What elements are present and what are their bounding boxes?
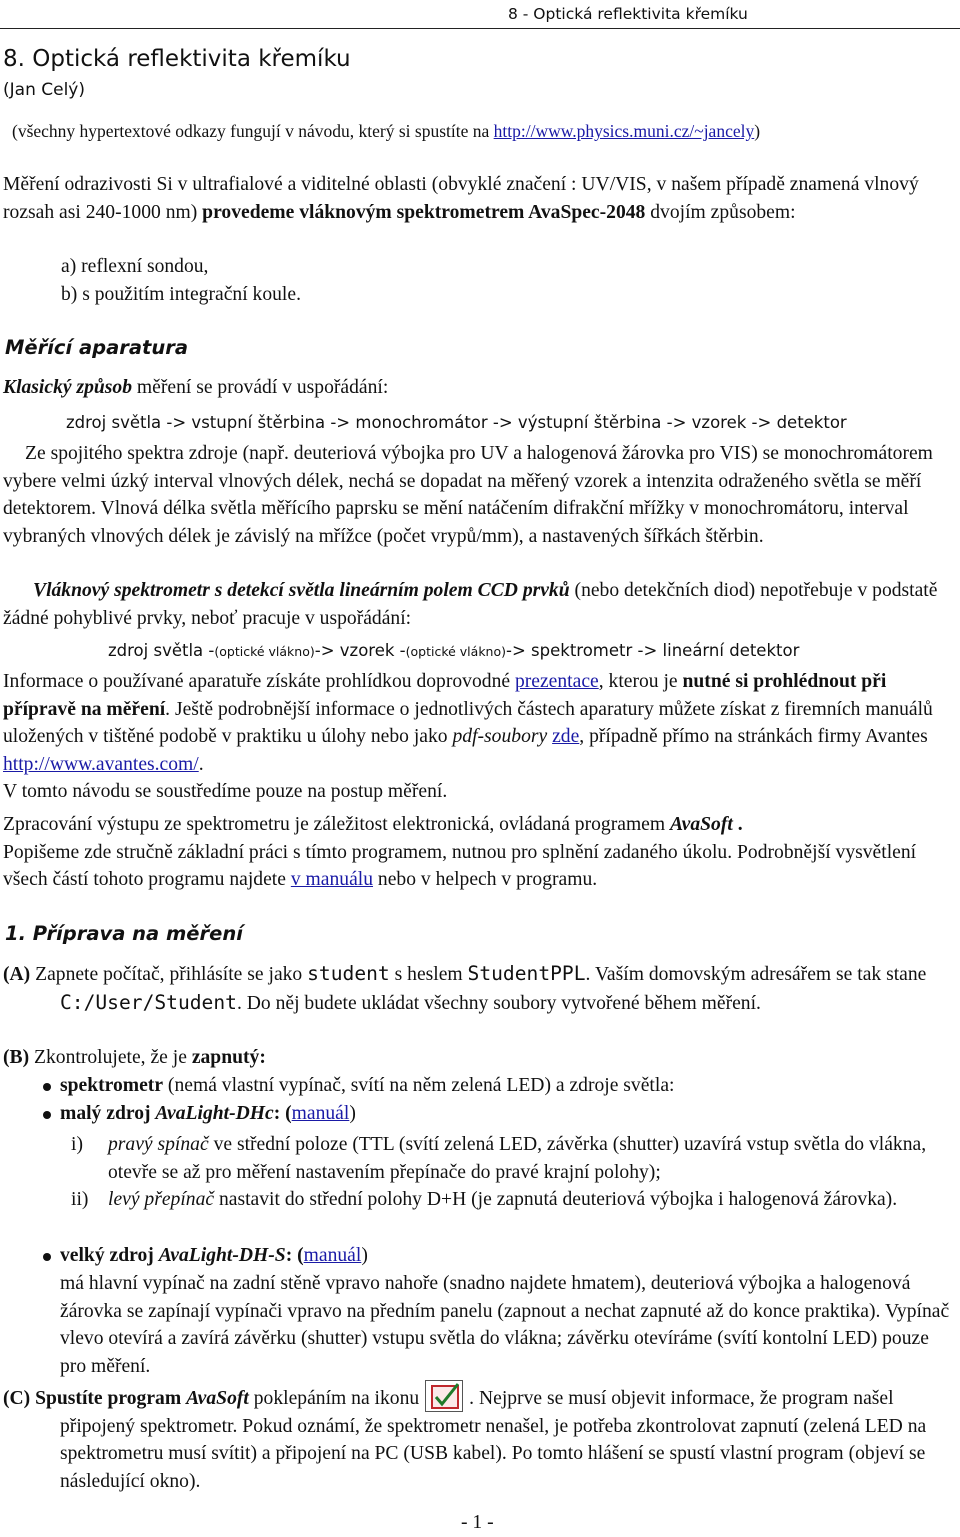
step-b-bold: zapnutý:	[191, 1047, 266, 1068]
password: StudentPPL	[467, 962, 586, 985]
step-b-label: (B)	[3, 1047, 30, 1068]
list-item-b: b) s použitím integrační koule.	[61, 284, 301, 305]
step-a	[3, 960, 955, 1017]
large-source-colon: : (	[285, 1245, 304, 1266]
flow2-small-2: (optické vlákno)	[405, 644, 507, 659]
step-c-label: (C) Spustíte program	[3, 1388, 187, 1409]
focus-line: V tomto návodu se soustředíme pouze na postup měření.	[3, 781, 448, 802]
large-source-model: AvaLight-DH-S	[158, 1245, 286, 1266]
hyperlink-note-text: (všechny hypertextové odkazy fungují v návodu, který si spustíte na	[12, 121, 494, 141]
left-switch-text: nastavit do střední polohy D+H (je zapnutá deuteriová výbojka i halogenová žárovka).	[214, 1189, 898, 1210]
step-b	[3, 1044, 266, 1072]
classic-method-text: měření se provádí v uspořádání:	[132, 377, 389, 398]
info-text-c: . Ještě podrobnější informace o jednotlivých částech aparatury můžete získat z firemních manuálů uložených v tištěné podobě v praktiku u úlohy nebo jako	[3, 698, 933, 747]
info-text-a: Informace o používané aparatuře získáte prohlídkou doprovodné	[3, 671, 515, 692]
intro-paragraph	[3, 171, 955, 226]
avantes-link[interactable]: http://www.avantes.com/	[3, 753, 199, 775]
step-c-text-b: . Nejprve se musí objevit informace, že program našel připojený spektrometr. Pokud oznámí, že spektrometr nenašel, je potřeba zkontrolovat zapnutí (zelená LED na spektrometru musí svítit) a připojení na PC (USB kabel). Po tomto hlášení se spustí vlastní program (objeví se následující okno).	[60, 1388, 927, 1492]
left-switch-term: levý přepínač	[108, 1189, 215, 1210]
avasoft-dot: .	[732, 814, 743, 835]
intro-text-end: dvojím způsobem:	[645, 201, 796, 223]
step-c-text-a: poklepáním na ikonu	[248, 1388, 420, 1409]
step-b-text: Zkontrolujete, že je	[29, 1047, 192, 1068]
sub-i-text	[108, 1131, 953, 1186]
step-c-program: AvaSoft	[186, 1388, 249, 1409]
step-a-label: (A)	[3, 964, 31, 985]
flow2-part-b: -> vzorek -	[314, 641, 406, 660]
bullet-icon	[43, 1111, 51, 1119]
manual-link[interactable]: v manuálu	[290, 869, 374, 890]
step-a-text-b: s heslem	[389, 964, 468, 985]
step-a-text-c: . Vaším domovským adresářem se tak stane	[585, 964, 927, 985]
hyperlink-note	[12, 118, 760, 146]
avasoft-program-icon[interactable]	[425, 1380, 463, 1412]
prezentace-link[interactable]: prezentace	[514, 671, 599, 692]
sub-ii-label: ii)	[71, 1189, 89, 1210]
large-source-close: )	[361, 1245, 368, 1266]
spectrometer-text: (nemá vlastní vypínač, svítí na něm zelená LED) a zdroje světla:	[163, 1075, 675, 1096]
fiber-paragraph	[3, 577, 955, 632]
avasoft-term: AvaSoft	[670, 814, 733, 835]
home-directory: C:/User/Student	[60, 990, 237, 1014]
avasoft-text-c: Popišeme zde stručně základní práci s tímto programem, nutnou pro splnění zadaného úkolu. Podrobnější vysvětlení všech částí tohoto programu najdete	[3, 841, 917, 890]
large-source-description: má hlavní vypínač na zadní stěně vpravo nahoře (snadno najdete hmatem), deuteriová výbojka a halogenová žárovka se zapínají vypínači vpravo na předním panelu (zapnout a nechat zapnuté až do konce praktika). Vypínač vlevo otevírá a zavírá závěrku (shutter) vstupu světla do vlákna; závěrku otevíráme (svítí kontolní LED) pouze pro měření.	[60, 1273, 950, 1377]
zde-link[interactable]: zde	[552, 726, 580, 747]
small-source-manual-link[interactable]: manuál	[291, 1103, 350, 1124]
classic-flow-scheme: zdroj světla -> vstupní štěrbina -> monochromátor -> výstupní štěrbina -> vzorek -> detektor	[66, 413, 847, 432]
avasoft-text-d: nebo v helpech v programu.	[373, 869, 598, 890]
section-heading-apparatus: Měřící aparatura	[5, 336, 188, 359]
step-a-text-d: . Do něj budete ukládat všechny soubory vytvořené během měření.	[236, 992, 761, 1014]
large-source-term: velký zdroj	[60, 1245, 159, 1266]
bullet-icon	[43, 1253, 51, 1261]
header-rule	[0, 28, 960, 29]
fiber-text: (nebo detekčních diod) nepotřebuje v podstatě žádné pohyblivé prvky, neboť pracuje v uspořádání:	[3, 580, 938, 629]
bullet-spectrometer	[60, 1072, 674, 1100]
info-bold: nutné si prohlédnout při přípravě na měření	[3, 671, 887, 720]
info-text-b: , kterou je	[598, 671, 683, 692]
bullet-small-source	[60, 1100, 356, 1128]
classic-paragraph: Ze spojitého spektra zdroje (např. deuteriová výbojka pro UV a halogenová žárovka pro VIS) se monochromátorem vybere velmi úzký interval vlnových délek, nechá se dopadat na měřený vzorek a intenzita odraženého světla se měří detektorem. Vlnová délka světla měřícího paprsku se mění natáčením difrakční mřížky v monochromátoru, interval vybraných vlnových délek je závislý na mřížce (počet vrypů/mm), a nastavených šířkách štěrbin.	[3, 443, 933, 547]
fiber-flow-scheme	[108, 637, 799, 666]
info-paragraph	[3, 668, 955, 806]
step-c	[3, 1380, 955, 1495]
avasoft-text-a: Zpracování výstupu ze spektrometru je záležitost elektronická, ovládaná programem	[3, 814, 671, 835]
step-a-text: Zapnete počítač, přihlásíte se jako	[30, 964, 308, 985]
avasoft-paragraph	[3, 811, 955, 894]
page-number: - 1 -	[461, 1512, 494, 1533]
small-source-model: AvaLight-DHc	[155, 1103, 274, 1124]
intro-bold: provedeme vláknovým spektrometrem AvaSpec-2048	[202, 201, 646, 223]
info-text-e: , případně přímo na stránkách firmy Avantes	[579, 726, 928, 747]
info-text-f: .	[198, 753, 204, 775]
chapter-title: 8. Optická reflektivita křemíku	[3, 46, 351, 72]
username: student	[307, 962, 390, 985]
list-item-a: a) reflexní sondou,	[61, 256, 209, 277]
running-header: 8 - Optická reflektivita křemíku	[508, 5, 748, 23]
small-source-colon: : (	[273, 1103, 292, 1124]
chapter-author: (Jan Celý)	[3, 80, 85, 100]
bullet-large-source	[60, 1242, 368, 1270]
flow2-part-c: -> spektrometr -> lineární detektor	[506, 641, 800, 660]
large-source-manual-link[interactable]: manuál	[303, 1245, 362, 1266]
bullet-icon	[43, 1083, 51, 1091]
fiber-term: Vláknový spektrometr s detekcí světla lineárním polem CCD prvků	[33, 580, 570, 601]
section-heading-preparation: 1. Příprava na měření	[5, 922, 243, 945]
sub-i-label: i)	[71, 1134, 83, 1155]
hyperlink-note-close: )	[754, 121, 761, 141]
classic-method-term: Klasický způsob	[3, 377, 133, 398]
flow2-part-a: zdroj světla -	[108, 641, 215, 660]
spectrometer-term: spektrometr	[60, 1075, 164, 1096]
small-source-close: )	[349, 1103, 356, 1124]
sub-ii-text	[108, 1186, 953, 1214]
flow2-small-1: (optické vlákno)	[214, 644, 315, 659]
right-switch-term: pravý spínač	[108, 1134, 209, 1155]
physics-muni-link[interactable]: http://www.physics.muni.cz/~jancely	[493, 121, 755, 141]
right-switch-text: ve střední poloze (TTL (svítí zelená LED, závěrka (shutter) uzavírá vstup světla do vlákna, otevře se až pro měření nastavením přepínače do pravé krajní polohy);	[108, 1134, 927, 1183]
small-source-term: malý zdroj	[60, 1103, 156, 1124]
classic-method-line	[3, 374, 388, 402]
intro-text: Měření odrazivosti Si v ultrafialové a viditelné oblasti (obvyklé značení : UV/VIS, v našem případě znamená vlnový rozsah asi 240-1000 nm)	[3, 174, 919, 223]
pdf-term: pdf-soubory	[452, 726, 548, 747]
